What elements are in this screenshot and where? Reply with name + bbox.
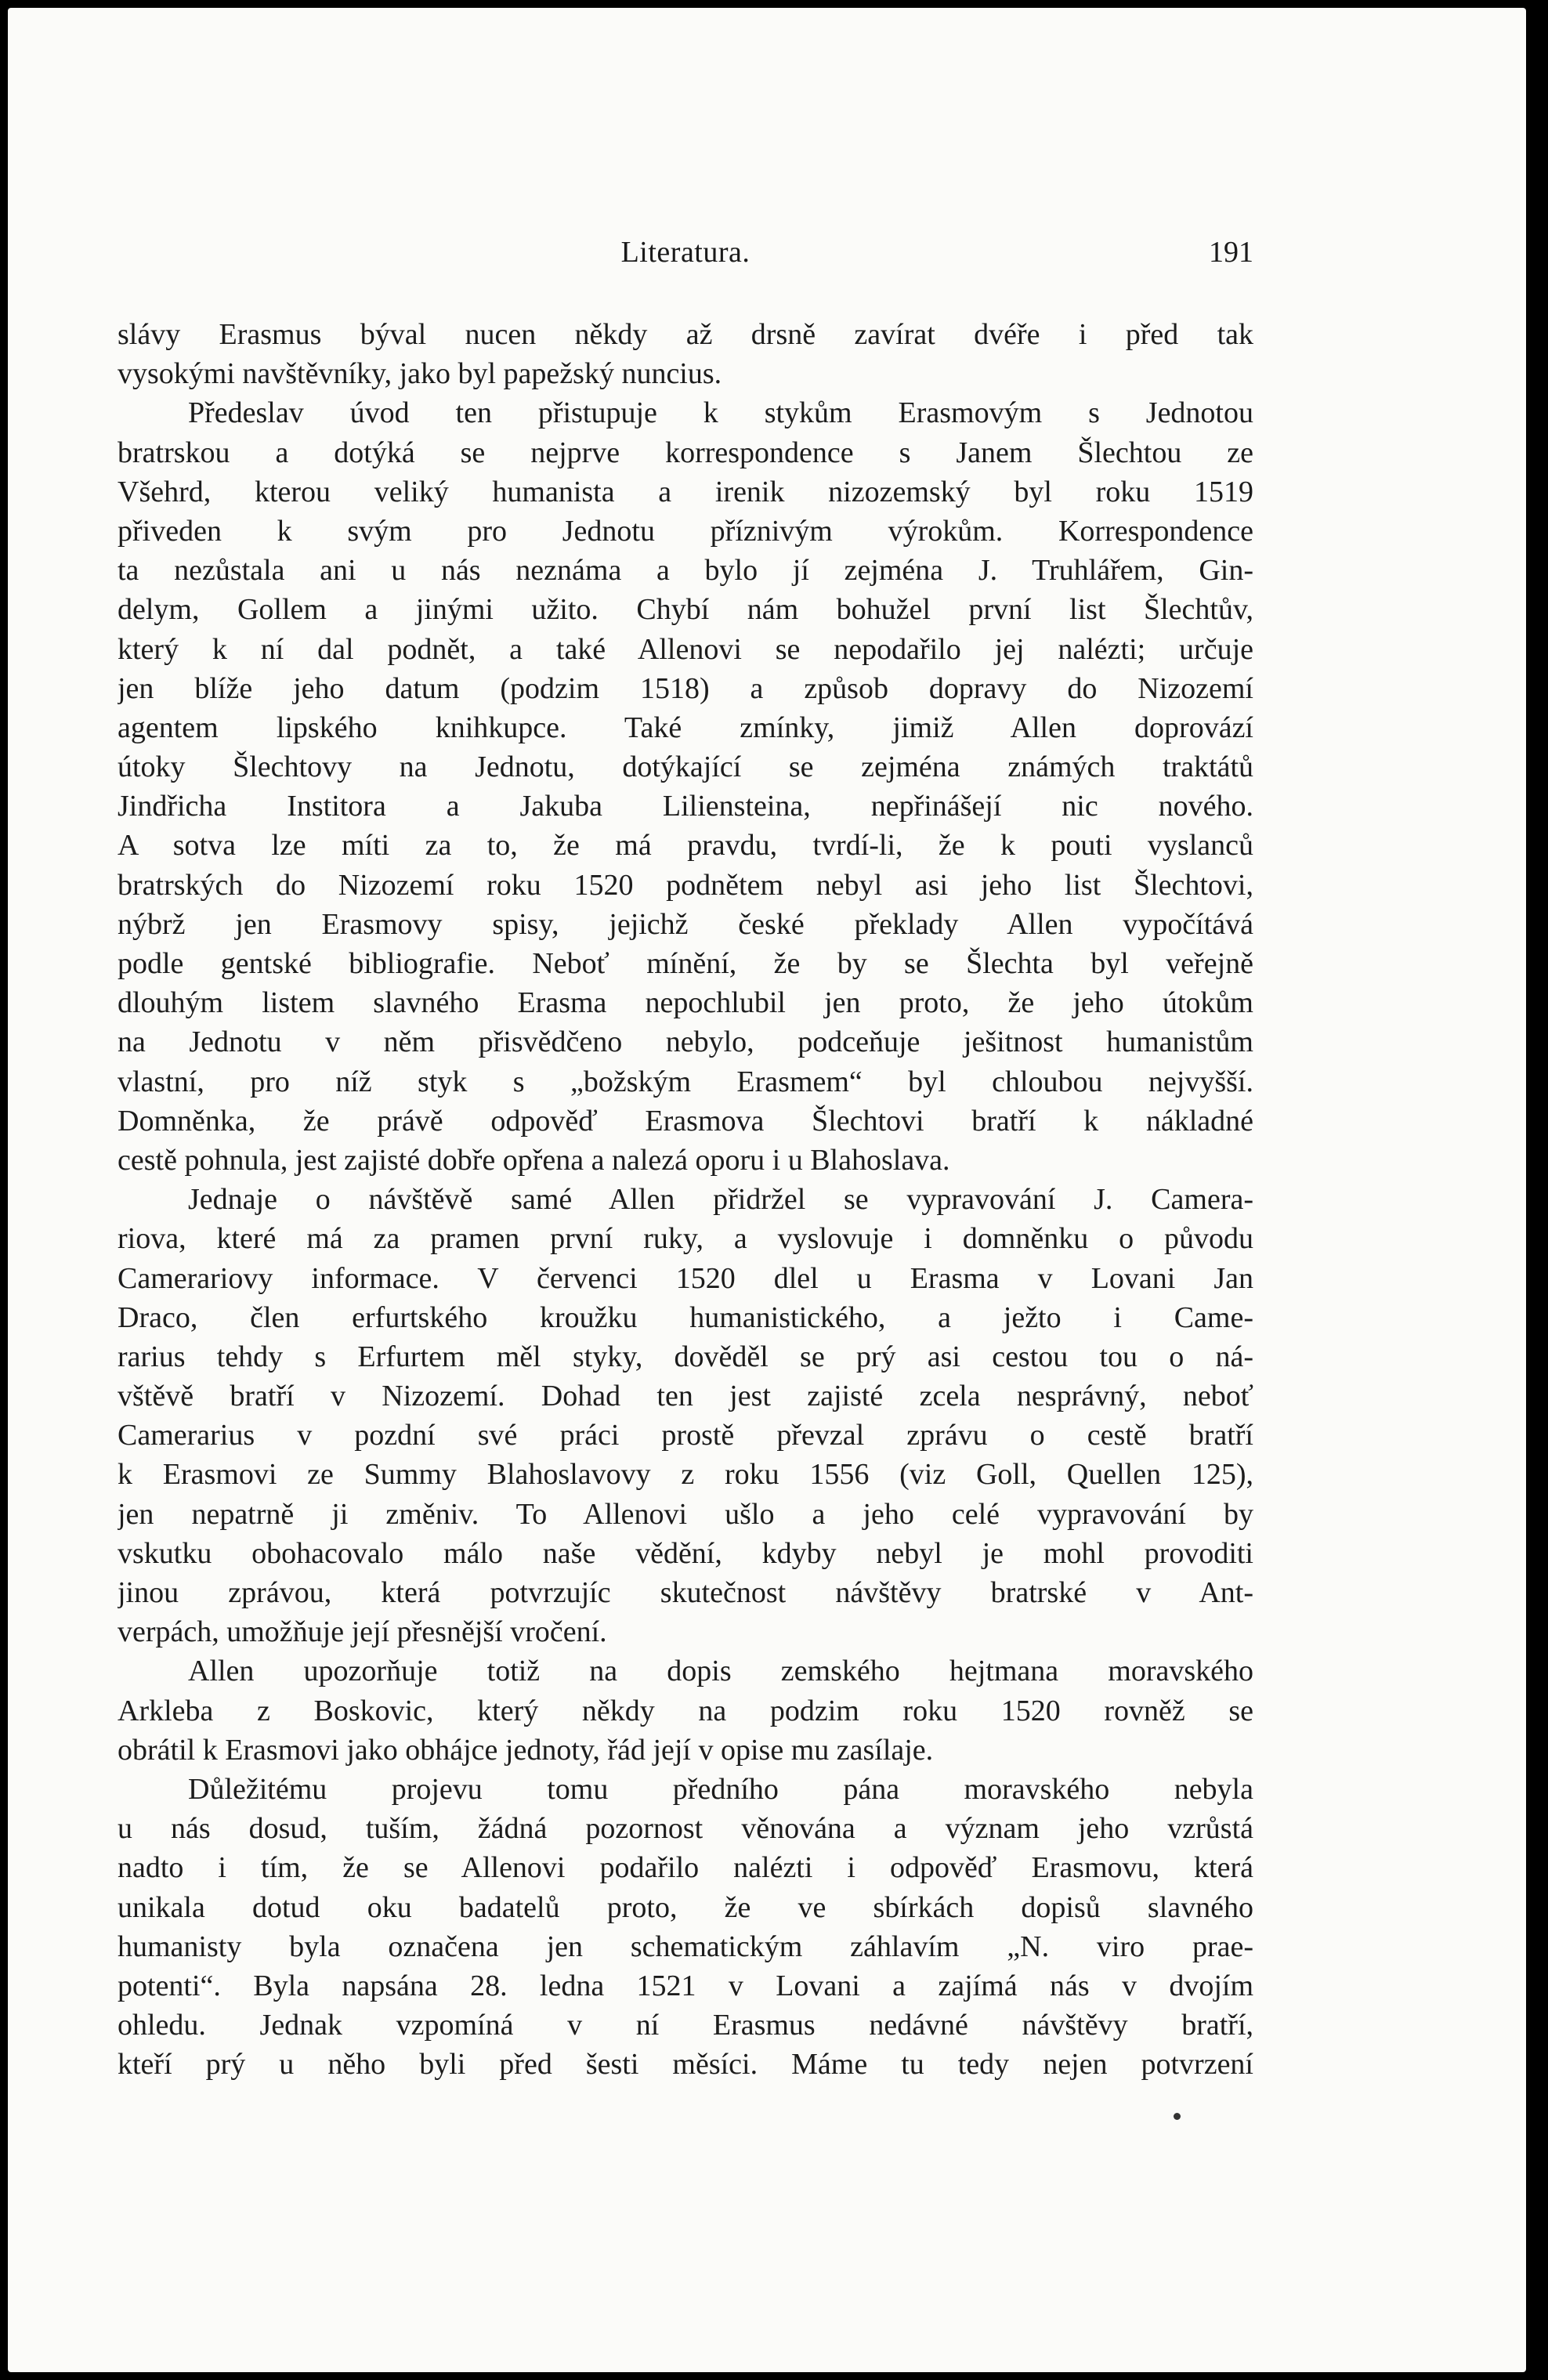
text-line: Camerarius v pozdní své práci prostě převzal zprávu o cestě bratří: [118, 1419, 1253, 1452]
text-line: obrátil k Erasmovi jako obhájce jednoty, řád její v opise mu zasílaje.: [118, 1733, 934, 1767]
text-line: Camerariovy informace. V červenci 1520 dlel u Erasma v Lovani Jan: [118, 1261, 1253, 1295]
text-line: slávy Erasmus býval nucen někdy až drsně zavírat dvéře i před tak: [118, 318, 1253, 351]
text-line: u nás dosud, tuším, žádná pozornost věnována a význam jeho vzrůstá: [118, 1812, 1253, 1846]
text-line: agentem lipského knihkupce. Také zmínky, jimiž Allen doprovází: [118, 711, 1253, 744]
text-line: který k ní dal podnět, a také Allenovi se nepodařilo jej nalézti; určuje: [118, 632, 1253, 666]
text-line: Jednaje o návštěvě samé Allen přidržel se vypravování J. Camera-: [188, 1183, 1253, 1217]
running-head: [118, 235, 1253, 274]
text-line: Předeslav úvod ten přistupuje k stykům Erasmovým s Jednotou: [188, 396, 1253, 430]
ink-speck: [1174, 2113, 1181, 2120]
text-line: jen nepatrně ji změniv. To Allenovi ušlo a jeho celé vypravování by: [118, 1497, 1253, 1531]
text-line: jen blíže jeho datum (podzim 1518) a způsob dopravy do Nizozemí: [118, 671, 1253, 705]
text-line: ta nezůstala ani u nás neznáma a bylo jí zejména J. Truhlářem, Gin-: [118, 554, 1253, 588]
text-line: k Erasmovi ze Summy Blahoslavovy z roku 1556 (viz Goll, Quellen 125),: [118, 1458, 1253, 1492]
text-line: potenti“. Byla napsána 28. ledna 1521 v Lovani a zajímá nás v dvojím: [118, 1969, 1253, 2002]
text-line: Všehrd, kterou veliký humanista a irenik nizozemský byl roku 1519: [118, 475, 1253, 508]
text-line: Jindřicha Institora a Jakuba Liliensteina, nepřinášejí nic nového.: [118, 790, 1253, 823]
text-line: Arkleba z Boskovic, který někdy na podzim roku 1520 rovněž se: [118, 1694, 1253, 1727]
text-line: humanisty byla označena jen schematickým záhlavím „N. viro prae-: [118, 1930, 1253, 1963]
text-line: vštěvě bratří v Nizozemí. Dohad ten jest zajisté zcela nesprávný, neboť: [118, 1380, 1253, 1413]
text-line: nýbrž jen Erasmovy spisy, jejichž české překlady Allen vypočítává: [118, 907, 1253, 941]
body-text: [118, 315, 1253, 2084]
text-line: dlouhým listem slavného Erasma nepochlubil jen proto, že jeho útokům: [118, 986, 1253, 1020]
text-line: podle gentské bibliografie. Neboť mínění, že by se Šlechta byl veřejně: [118, 947, 1253, 980]
text-line: Důležitému projevu tomu předního pána moravského nebyla: [188, 1772, 1253, 1806]
text-line: kteří prý u něho byli před šesti měsíci. Máme tu tedy nejen potvrzení: [118, 2048, 1253, 2082]
text-line: A sotva lze míti za to, že má pravdu, tvrdí-li, že k pouti vyslanců: [118, 829, 1253, 863]
text-line: cestě pohnula, jest zajisté dobře opřena a nalezá oporu i u Blahoslava.: [118, 1143, 950, 1177]
text-line: unikala dotud oku badatelů proto, že ve sbírkách dopisů slavného: [118, 1890, 1253, 1924]
running-title: Literatura.: [620, 236, 750, 269]
text-line: riova, které má za pramen první ruky, a vyslovuje i domněnku o původu: [118, 1222, 1253, 1256]
text-line: jinou zprávou, která potvrzujíc skutečnost návštěvy bratrské v Ant-: [118, 1576, 1253, 1609]
text-line: vskutku obohacovalo málo naše vědění, kdyby nebyl je mohl provoditi: [118, 1536, 1253, 1570]
text-line: bratrských do Nizozemí roku 1520 podnětem nebyl asi jeho list Šlechtovi,: [118, 868, 1253, 902]
text-line: bratrskou a dotýká se nejprve korrespondence s Janem Šlechtou ze: [118, 436, 1253, 469]
text-line: nadto i tím, že se Allenovi podařilo nalézti i odpověď Erasmovu, která: [118, 1851, 1253, 1885]
text-line: vysokými navštěvníky, jako byl papežský nuncius.: [118, 357, 722, 391]
text-line: Allen upozorňuje totiž na dopis zemského hejtmana moravského: [188, 1655, 1253, 1688]
book-page: [8, 8, 1526, 2372]
text-line: rarius tehdy s Erfurtem měl styky, dověděl se prý asi cestou tou o ná-: [118, 1340, 1253, 1373]
text-line: vlastní, pro níž styk s „božským Erasmem“ byl chloubou nejvyšší.: [118, 1065, 1253, 1098]
text-line: ohledu. Jednak vzpomíná v ní Erasmus nedávné návštěvy bratří,: [118, 2009, 1253, 2042]
text-line: přiveden k svým pro Jednotu příznivým výrokům. Korrespondence: [118, 514, 1253, 548]
text-line: delym, Gollem a jinými užito. Chybí nám bohužel první list Šlechtův,: [118, 593, 1253, 627]
text-line: verpách, umožňuje její přesnější vročení.: [118, 1615, 607, 1649]
text-line: na Jednotu v něm přisvědčeno nebylo, podceňuje ješitnost humanistům: [118, 1025, 1253, 1059]
text-line: útoky Šlechtovy na Jednotu, dotýkající se zejména známých traktátů: [118, 751, 1253, 784]
text-line: Domněnka, že právě odpověď Erasmova Šlechtovi bratří k nákladné: [118, 1104, 1253, 1138]
text-line: Draco, člen erfurtského kroužku humanistického, a ježto i Came-: [118, 1300, 1253, 1334]
page-number: 191: [1209, 236, 1253, 269]
